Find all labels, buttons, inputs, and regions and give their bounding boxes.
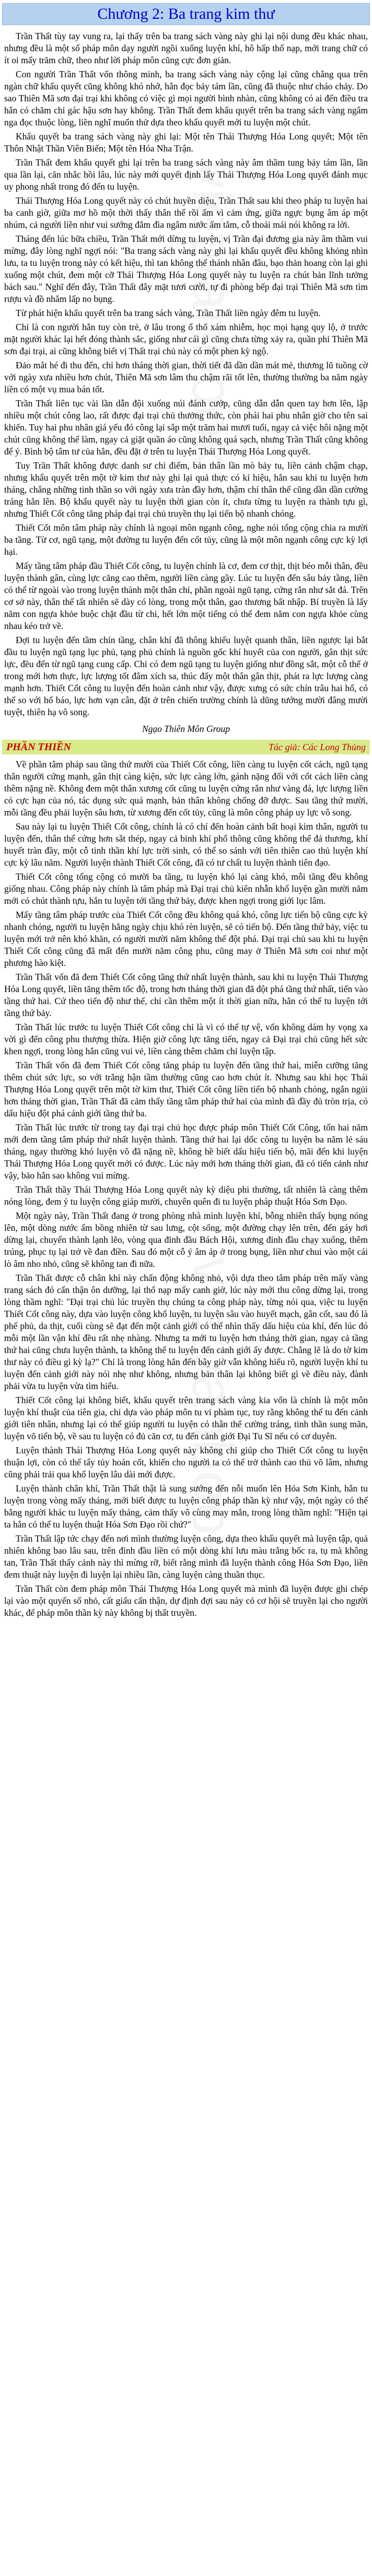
paragraph: Đợi tu luyện đến tầm chín tầng, chân khí đã thông khiếu luyệt quanh thân, liền ngược lại bắt đầu tu luyện ngũ tạng lục phủ, tạng phủ chính là nguồn gốc khí huyết của con người, gân thịt sức lực, đều đến từ ngũ tạng cung cấp. Chỉ có đem ngũ tạng tu luyện giống như đồng sắt, một cỗ thể ở trong mới hơn thực, lực lượng tốt đâm xích sa, thúc đẩy một thân gân thịt, phát ra lực lượng càng mạnh hơn. Thiết Cốt công tu luyện đến hoàn cảnh như vậy, được xưng có sức chín trâu hai hổ, có thể so với hổ báo, lực hơn vạn cân, đặt ở trên chiến trường chính là dũng tướng mười đâng mười tuyệt, thiên hạ vô song.	[4, 635, 368, 717]
paragraph: Trần Thất lúc trước tu luyện Thiết Cốt công chỉ là vì có thể tự vệ, vốn không dám hy vọng xa vời gì đến công phu thượng thừa. Hiện giờ công lực tăng tiến, ngay cả Đại trại chủ cũng hết sức khen ngợi, trong lòng hắn cũng vui vẻ, liền càng thêm chăm chỉ luyện tập.	[4, 1022, 368, 1056]
section-header	[2, 740, 370, 754]
chapter-signature: Ngạo Thiên Môn Group	[142, 724, 230, 734]
chapter-header	[2, 3, 370, 25]
paragraph: Trần Thất vốn đã đem Thiết Cốt công tăng pháp tu luyện đến tầng thứ hai, miễn cưỡng tăng thêm chút sức lực, so với trắng hận tầm thường cũng cao hơn chút ít. Nhưng sau khi học Thái Thượng Hóa Long quyết trên một tờ kim thư, Thiết Cốt công liền tiến bộ nhanh chóng, ngắn ngủi hơn tháng thời gian, Trần Thất đã cảm thấy tầng tâm pháp thứ hai của mình đã đầy đủ tròn trịa, có dấu hiệu đột phá cánh giới tầng thứ ba.	[4, 1060, 368, 1118]
paragraph: Thiết Cốt công tổng cộng có mười ba tầng, tu luyện khó lại càng khó, mỗi tầng đều không giống nhau. Công pháp này chính là tâm pháp mà Đại trại chủ kiên nhẫn khổ luyện gần mười năm mới có chút thành tựu, hắn tu luyện tới tầng thứ bảy, được khen ngợi trong giới lục lâm.	[4, 871, 368, 906]
paragraph: Trần Thất liên tục vài lần dẫn đội xuống núi đánh cướp, cũng dẫn dẫn quen tay hơn lên, lập nhiều một chút công lao, rất được đại trại chủ thưởng thức, còn phái hai phu nhân giờ cho tên sai khiến. Tuy hai phu nhân giá yếu đó công lại sắp một trăm hai mươi tuổi, ngay cả việc hôi nặng một chút cũng không thể làm, ngay cả giặt quần áo cũng không quá sạch, nhưng Trần Thất cũng không để ý. Bình bộ tâm tư của hắn, đều đặt ở trên tu luyện Thái Thượng Hóa Long quyết.	[4, 398, 368, 457]
paragraph: Thái Thượng Hóa Long quyết này có chút huyền diệu, Trần Thất sau khi theo pháp tu luyện hai ba canh giờ, giữa mơ hồ một thời thấy thân thể rồi ấm vì cảm ứng, giữa ngực bụng âm áp một nhúm, cả người liền như vui sướng đắm đìa ngâm nước ấm tắm, cỗ thoải mái nói không ra lời.	[4, 195, 368, 230]
chapter-body	[0, 30, 372, 718]
section-title: PHẦN THIỀN	[6, 741, 71, 753]
watermark: vietvanbook	[180, 160, 245, 467]
paragraph: Chỉ là con người hắn tuy còn trẻ, ở lâu trong ổ thổ xám nhiễm, học mọi hạng quy lộ, ở trước mặt người khác lại hết đóng thành sắc, giống như cái gì cũng chưa từng xảy ra, quần phỉ Thiên Mã sơn đại trại, ai cũng không biết vị Thất trại chủ này có một phen kỳ ngộ.	[4, 322, 368, 356]
paragraph: Về phần tâm pháp sau tầng thứ mười của Thiết Cốt công, liền càng tu luyện cốt cách, ngũ tạng thân người cứng mạnh, gân thịt càng kiện, sức lực càng lớn, gánh nặng đối với cốt cách liền càng thêm nặng nề. Không đem một thân xương cốt cũng tu luyện cứng rắn như vàng đá, lực lượng liền có cực hạn của nó, tác dụng sức quá mạnh, bản thân không chống đỡ được. Sau tầng thứ mười, mỗi tầng đều phải luyện sâu hơn, từ xương đến cốt tủy, cũng là môn công pháp uy lực vô song.	[4, 759, 368, 818]
paragraph: Con người Trần Thất vốn thông minh, ba trang sách vàng này cộng lại cũng chẳng qua trên ngàn chữ khẩu quyết cũng không khó nhớ, hắn đọc bảy tám lần, cũng đã thuộc như cháo chảy. Do sao Thiên Mã sơn đại trại khi không có việc gì mọi người bình nhàn, cũng không có ai đến điều tra hắn có chăm chỉ gác hậu sơn hay không. Trần Thất đem khẩu quyết trên ba trang sách vàng ngâm nga đọc thuộc lòng, liền nghĩ muốn thử dựa theo khẩu quyết mới tu luyện một chút.	[4, 69, 368, 127]
paragraph: Tháng đến lúc bữa chiều, Trần Thất mới dừng tu luyện, vị Trần đại đương gia này âm thầm vui mừng, đây lòng nghĩ ngợi nói: "Ba trang sách vàng này ghi lại khẩu quyết đều không khỏng nhìn lưu, ta tu luyện trong này có kết hiệu, thì tan không thể thánh nhân đâu, bạo thản hoang còn lại ghi xuống một chút, đem một cỡ Thái Thượng Hóa Long quyết này tu luyện ra chút bản lĩnh tưởng bách sau." Nghĩ đến đây, Trần Thất đây mặt tươi cười, tự đi phòng bếp đại trại Thiên Mã sơn tìm rượu và đồ nhắm lấp no bụng.	[4, 234, 368, 304]
paragraph: Tuy Trần Thất không được danh sư chỉ điểm, bản thân lần mò bảy tu, liền cảnh chậm chạp, nhưng khẩu quyết trên một tờ kim thư này ghi lại quả thực có kỉ hiệu, hắn sau khi tu luyện hơn tháng, chẳng những tinh thần so với ngày xưa tràn đầy hơn, thậm chí thân thể cũng dần dần cường tráng hẳn lên. Bộ khẩu quyết này tu luyện thời gian còn ít, chưa từng tu luyện ra thành tựu gì, nhưng Thiết Cốt công tăng pháp đại trại chủ truyền thụ lại tiến bộ nhanh chóng.	[4, 460, 368, 519]
paragraph: Từ phát hiện khẩu quyết trên ba trang sách vàng, Trần Thất liền ngày đêm tu luyện.	[16, 308, 321, 318]
chapter-title: Chương 2: Ba trang kim thư	[97, 5, 275, 22]
paragraph: Mấy tầng tâm pháp trước của Thiết Cốt công đều không quá khó, công lực tiến bộ cũng cực kỳ nhanh chóng, người tu luyện hằng ngày chịu khó rèn luyện, sẽ có tiến bộ. Đến tầng thứ bảy, việc tu luyện mới trở nên khó khăn, có người mười năm không thể đột phá. Đại trại chủ sau khi tu luyện Thiết Cốt công cũng đã mất đến mười năm công phu, cũng may ở Thiên Mã sơn coi như một phương hào kiệt.	[4, 910, 368, 968]
paragraph: Trần Thất được cỗ chân khí này chấn động không nhỏ, vội dựa theo tâm pháp trên mấy vàng trang sách đó cẩn thận ôn dưỡng, lại thổ nạp mấy canh giờ, lúc này mới thu công dừng lại, trong lòng thầm nghĩ: "Đại trại chủ lúc truyền thụ chúng ta công pháp này, từng nói qua, việc tu luyện Thiết Cốt công này, dựa vào luyện công khổ luyện, tu luyện sâu vào huyết mạch, gân cốt, sau đó là phế phủ, da thịt, cuối cùng sẽ đạt đến một cảnh giới có thể nhìn thấy dấu hiệu của khí, đến lúc đó mỗi một lần vận khí đều rất nhẹ nhàng. Nhưng ta mới tu luyện hơn tháng thời gian, ngay cả tầng thứ hai cũng chưa luyện thành, ta không thể tu luyện đến cảnh giới ấy được. Chẳng lẽ là do tờ kim thư này có điều gì kỳ lạ?" Chỉ là trong lòng hắn đến bây giờ vẫn không hiểu rõ, người luyện khí tu luyện đến cảnh giới này nói nhẹ như không, nhưng bản thân lại không biết gì về điều này, đành phải vừa tu luyện vừa tìm hiểu.	[4, 1273, 368, 1391]
paragraph: Thiết Cốt công lại không biết, khẩu quyết trên trang sách vàng kia vốn là chính là một môn luyện khí thuật của tiên gia, chỉ dựa vào pháp môn tu vi phàm tục, tuy rằng không thể tu đến cảnh giới tiên nhân, nhưng lại có thể giúp người tu luyện có thân thể cường tráng, tinh thần sung mãn, luyện võ tiến bộ, về sau tu luyện có đủ căn cơ, tu đến cảnh giới Đại Tu Sĩ nếu có cơ duyên.	[4, 1395, 368, 1441]
paragraph: Trần Thất lập tức chạy đến nơi mình thường luyện công, dựa theo khẩu quyết mà luyện tập, quả nhiên không bao lâu sau, trên đỉnh đầu liền có một dòng khí lưu màu trắng bốc ra, tụ mà không tan, Trần Thất thấy cảnh này thì mừng rỡ, biết rằng mình đã luyện thành công Hóa Sơn Đạo, liền đem thuật này luyện đi luyện lại nhiều lần, càng luyện càng thuần thục.	[4, 1533, 368, 1580]
paragraph: Một ngày này, Trần Thất đang ở trong phòng nhà mình luyện khí, bỗng nhiên thấy bụng nóng lên, một dòng nước ấm bồng nhiên từ sau lưng, cột sống, một đường chạy lên trên, đến gáy hơi dừng lại, chuyển thành lạnh lẽo, vòng qua đỉnh đầu Bách Hội, xương đỉnh đầu chạy xuống, thêm trúng, phục tụ lại trở về đan điền. Sau đó một cỗ ý âm áp ở trong bụng, liền như chui vào một cái lò âm nho nhỏ, cũng sẽ không tan đi nữa.	[4, 1210, 368, 1269]
paragraph: Luyện thành chân khí, Trần Thất thật là sung sướng đến nỗi muốn lên Hóa Sơn Kinh, hắn tu luyện trong vòng mấy tháng, mới biết được tu luyện công pháp thần kỳ như vậy, một ngày có thể bằng người khác tu luyện mấy tháng, cảm thấy vô cùng may mắn, trong lòng thầm nghĩ: "Hiện tại ta hẳn có thể tu luyện thuật Hóa Sơn Đạo rồi chứ?"	[4, 1483, 368, 1530]
watermark: vietvanbook	[180, 1257, 245, 1564]
paragraph: Đảo mắt hé đi thu đến, chỉ hơn tháng thời gian, thời tiết đã dần dần mát mẻ, thương lũ tuồng cờ với ngày xưa nhiều hơn chút, Thiên Mã sơn lâm thu chậm rãi tốt lên, thường thường ba năm ngày liền có một vụ mua bán tốt.	[4, 360, 368, 394]
paragraph: Luyện thành Thái Thượng Hóa Long quyết này không chỉ giúp cho Thiết Cốt công tu luyện thuận lợi, còn có thể tẩy tủy hoán cốt, khiến cho người ta có thể trở thành cao thủ võ lâm, nhưng cũng phải trải qua khổ luyện lâu dài mới được.	[4, 1445, 368, 1479]
section-author: Tác giả: Các Long Thủng	[268, 741, 366, 752]
paragraph: Trần Thất lúc trước từ trong tay đại trại chủ học được pháp môn Thiết Cốt Công, tốn hai năm mới đem tầng tâm pháp thứ nhất luyện thành. Tầng thứ hai lại dốc công tu luyện ba năm lẻ sáu tháng, ngay thường khó luyện võ đã nặng nề, không hề biết dấu hiệu tiến bộ, mãi đến khi luyện Thái Thượng Hóa Long quyết mới có được. Lúc này mới hơn tháng thời gian, đã có tiến cảnh như vậy, bảo hắn sao không vui mừng.	[4, 1122, 368, 1181]
paragraph: Trần Thất còn đem pháp môn Thái Thượng Hóa Long quyết mà mình đã luyện được ghi chép lại vào một quyển sổ nhỏ, cất giấu cẩn thận, dự định đợi sau này có cơ hội sẽ truyền lại cho người khác, để pháp môn thần kỳ này không bị thất truyền.	[4, 1583, 368, 1618]
paragraph: Trần Thất tùy tay vung ra, lại thấy trên ba trang sách vàng này ghi lại nội dung đều khác nhau, nhưng đều là một số pháp môn dạy người ngồi xuống luyện khí, hô hấp thổ nạp, mới trang chữ có ít oi mấy trăm chữ, theo như lời pháp môn cũng cực đơn giản.	[4, 31, 368, 65]
page	[0, 3, 372, 2576]
paragraph: Sau này lại tu luyện Thiết Cốt công, chính là có chí đến hoàn cảnh bất hoại kim thân, người tu luyện đến, thân thể cứng hơn sắt thép, ngay cả binh khí phổ thông cũng không thể đả thương, khí huyết tràn đầy, một cỗ tinh thần khí lực trời sinh, có thể so sánh với tiên thiên cao thủ luyện khí cực kỳ lâu năm. Người luyện thành Thiết Cốt công, đã có tư chất tu luyện thành tiên đạo.	[4, 821, 368, 868]
paragraph: Trần Thất đem khẩu quyết ghi lại trên ba trang sách vàng này âm thầm tung bảy tám lần, lần qua lần lại, căn nhắc hồi lâu, lúc này mới quyết định lấy Thái Thượng Hóa Long quyết đánh mục uy phong nhất trong đó đến tu luyện.	[4, 157, 368, 192]
paragraph: Khẩu quyết ba trang sách vàng này ghi lại: Một tên Thái Thượng Hóa Long quyết; Một tên Thôn Nhật Thần Viên Biến; Một tên Hóa Nha Trận.	[4, 131, 368, 154]
paragraph: Mấy tầng tâm pháp đầu Thiết Cốt công, tu luyện chính là cơ, đem cơ thịt, thịt béo mỗi thân, đều luyện thành gân, cùng lực căng cao thêm, người liền càng gầy. Lúc tu luyện đến sâu bảy tầng, liền có thể từ ngoài vào trong luyện thành một thân chỉ, phần ngoài ngũ tạng, cứng rắn như sắt đá. Trên cơ sở này, thân thể tất nhiên sẽ dày có lòng, trong một thân, gao thương bất nhập. Bí truyền là lấy năm con ngựa khỏe buộc chặt đầu từ chi, hết lớn một tiếng có thể đem năm con ngựa khỏe cùng nhau kéo trở về.	[4, 561, 368, 631]
paragraph: Thiết Cốt môn tâm pháp này chính là ngoại môn ngạnh công, nghe nói tổng cộng chia ra mười ba tầng. Từ cơ, ngũ tạng, một đường tu luyện đến cốt tủy, cũng là một môn ngạnh công cực kỳ lợi hại.	[4, 522, 368, 557]
paragraph: Trần Thất vốn đã đem Thiết Cốt công tầng thứ nhất luyện thành, sau khi tu luyện Thái Thượng Hóa Long quyết, liền tăng thêm tốc độ, trong hơn tháng thời gian đã đột phá tầng thứ nhất, tiến vào tầng thứ hai. Cứ theo tiến độ như thế, chỉ cần thêm một ít thời gian nữa, hắn có thể tu luyện tới tầng thứ bảy.	[4, 972, 368, 1018]
section-body	[0, 759, 372, 1619]
paragraph: Trần Thất thầy Thái Thượng Hóa Long quyết này kỳ diệu phi thường, tất nhiên là càng thêm nóng lòng, đem ý tu luyện công giáp mười, chuyên quên đi tu luyện pháp thuật Hóa Sơn Đạo.	[4, 1184, 368, 1207]
